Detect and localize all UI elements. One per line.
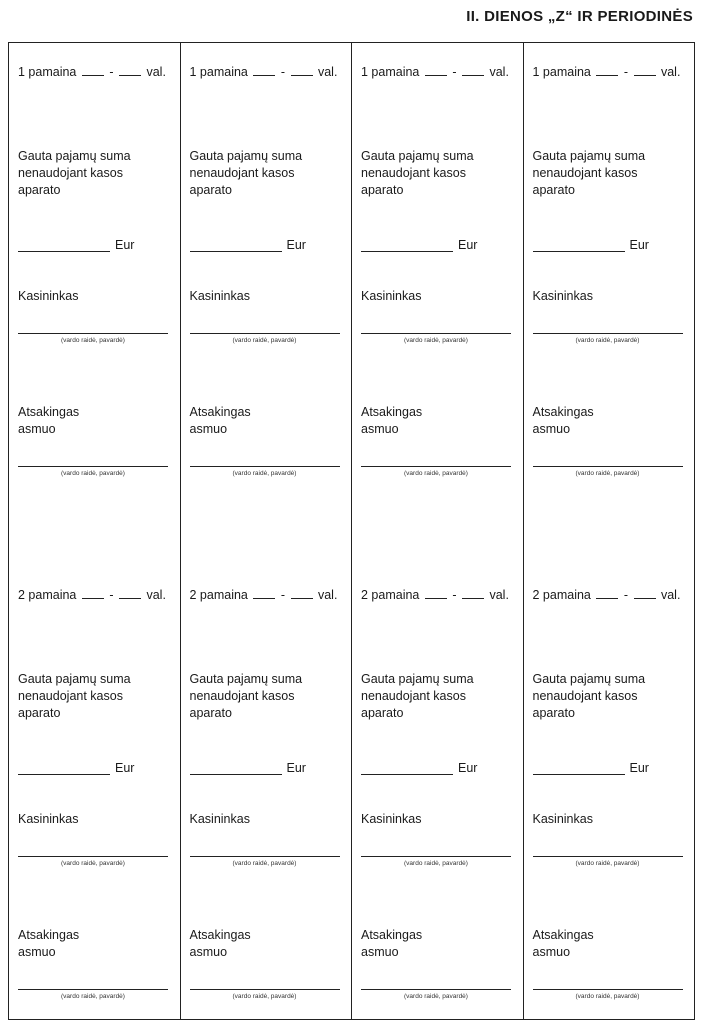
currency-label: Eur — [115, 238, 135, 252]
income-amount-field[interactable] — [361, 251, 453, 252]
income-label: Gauta pajamų suma nenaudojant kasos aparato — [189, 672, 303, 720]
income-label: Gauta pajamų suma nenaudojant kasos aparato — [361, 149, 474, 197]
day-column — [9, 43, 181, 1019]
income-amount-row — [18, 238, 168, 254]
end-time-field[interactable] — [634, 74, 656, 76]
page-title: II. DIENOS „Z“ IR PERIODINĖS — [466, 8, 693, 25]
responsible-label-line1: Atsakingas — [18, 928, 80, 942]
shift-label: 1 pamaina — [189, 65, 248, 79]
income-amount-row — [533, 238, 683, 254]
income-label: Gauta pajamų suma nenaudojant kasos aparato — [361, 672, 474, 720]
responsible-signature-field[interactable] — [361, 989, 511, 990]
hours-unit: val. — [660, 65, 681, 79]
start-time-field[interactable] — [253, 74, 275, 76]
start-time-field[interactable] — [82, 74, 104, 76]
responsible-label-line1: Atsakingas — [189, 928, 251, 942]
responsible-label-line2: asmuo — [361, 945, 399, 959]
signature-caption: (vardo raidė, pavardė) — [232, 470, 297, 477]
dash: - — [452, 588, 457, 602]
start-time-field[interactable] — [82, 597, 104, 599]
responsible-label — [190, 404, 251, 438]
cashier-signature-field[interactable] — [361, 333, 511, 334]
responsible-label-line1: Atsakingas — [532, 405, 594, 419]
responsible-label-line1: Atsakingas — [189, 405, 251, 419]
currency-label: Eur — [629, 761, 649, 775]
end-time-field[interactable] — [291, 597, 313, 599]
responsible-label-line2: asmuo — [18, 422, 56, 436]
end-time-field[interactable] — [291, 74, 313, 76]
dash: - — [280, 65, 286, 79]
hours-unit: val. — [146, 65, 166, 79]
dash: - — [109, 588, 114, 602]
responsible-signature-field[interactable] — [18, 466, 168, 467]
income-amount-field[interactable] — [533, 251, 625, 252]
signature-caption: (vardo raidė, pavardė) — [61, 337, 125, 344]
hours-unit: val. — [146, 588, 166, 602]
shift-label: 2 pamaina — [361, 588, 420, 602]
end-time-field[interactable] — [462, 597, 484, 599]
start-time-field[interactable] — [596, 74, 618, 76]
signature-caption: (vardo raidė, pavardė) — [404, 860, 468, 867]
income-amount-field[interactable] — [190, 774, 282, 775]
responsible-label — [190, 927, 251, 961]
cashier-label: Kasininkas — [532, 812, 593, 826]
cashier-signature-field[interactable] — [533, 333, 683, 334]
responsible-label-line2: asmuo — [189, 422, 228, 436]
cashier-signature-field[interactable] — [361, 856, 511, 857]
dash: - — [623, 65, 629, 79]
signature-caption: (vardo raidė, pavardė) — [575, 993, 640, 1000]
signature-caption: (vardo raidė, pavardė) — [575, 470, 640, 477]
shift-time-line — [18, 588, 166, 602]
income-label: Gauta pajamų suma nenaudojant kasos aparato — [189, 149, 303, 197]
income-amount-row — [361, 238, 511, 254]
cashier-label: Kasininkas — [189, 289, 250, 303]
cashier-label: Kasininkas — [361, 289, 422, 303]
currency-label: Eur — [115, 761, 135, 775]
hours-unit: val. — [317, 65, 338, 79]
income-label: Gauta pajamų suma nenaudojant kasos aparato — [532, 149, 646, 197]
day-column — [524, 43, 695, 1019]
income-amount-row — [190, 238, 340, 254]
responsible-label — [533, 404, 594, 438]
cashier-signature-field[interactable] — [190, 856, 340, 857]
shift-time-line — [361, 588, 509, 602]
shift-report-grid — [8, 42, 695, 1020]
signature-caption: (vardo raidė, pavardė) — [404, 993, 468, 1000]
responsible-label — [533, 927, 594, 961]
start-time-field[interactable] — [425, 597, 447, 599]
responsible-signature-field[interactable] — [18, 989, 168, 990]
cashier-signature-field[interactable] — [190, 333, 340, 334]
start-time-field[interactable] — [253, 597, 275, 599]
start-time-field[interactable] — [425, 74, 447, 76]
responsible-label-line1: Atsakingas — [532, 928, 594, 942]
shift-time-line — [533, 65, 681, 79]
shift-time-line — [190, 65, 338, 79]
shift-time-line — [533, 588, 681, 602]
responsible-label-line1: Atsakingas — [18, 405, 80, 419]
shift-time-line — [361, 65, 509, 79]
shift-label: 1 pamaina — [361, 65, 420, 79]
cashier-label: Kasininkas — [189, 812, 250, 826]
responsible-label-line2: asmuo — [18, 945, 56, 959]
signature-caption: (vardo raidė, pavardė) — [404, 337, 468, 344]
signature-caption: (vardo raidė, pavardė) — [232, 860, 297, 867]
signature-caption: (vardo raidė, pavardė) — [404, 470, 468, 477]
income-label: Gauta pajamų suma nenaudojant kasos aparato — [18, 672, 131, 720]
hours-unit: val. — [489, 65, 509, 79]
income-amount-row — [18, 761, 168, 777]
day-column — [352, 43, 524, 1019]
cashier-label: Kasininkas — [532, 289, 593, 303]
income-label: Gauta pajamų suma nenaudojant kasos aparato — [532, 672, 646, 720]
cashier-signature-field[interactable] — [18, 856, 168, 857]
currency-label: Eur — [629, 238, 649, 252]
responsible-label — [361, 404, 422, 438]
dash: - — [623, 588, 629, 602]
shift-label: 2 pamaina — [532, 588, 591, 602]
hours-unit: val. — [317, 588, 338, 602]
start-time-field[interactable] — [596, 597, 618, 599]
signature-caption: (vardo raidė, pavardė) — [575, 860, 640, 867]
responsible-label-line1: Atsakingas — [361, 405, 423, 419]
signature-caption: (vardo raidė, pavardė) — [232, 337, 297, 344]
signature-caption: (vardo raidė, pavardė) — [575, 337, 640, 344]
income-amount-field[interactable] — [18, 774, 110, 775]
currency-label: Eur — [286, 238, 306, 252]
responsible-label-line2: asmuo — [189, 945, 228, 959]
responsible-label-line2: asmuo — [532, 422, 571, 436]
hours-unit: val. — [489, 588, 509, 602]
end-time-field[interactable] — [119, 74, 141, 76]
shift-label: 2 pamaina — [18, 588, 77, 602]
responsible-signature-field[interactable] — [533, 989, 683, 990]
income-amount-field[interactable] — [190, 251, 282, 252]
shift-label: 1 pamaina — [532, 65, 591, 79]
responsible-signature-field[interactable] — [533, 466, 683, 467]
income-amount-field[interactable] — [533, 774, 625, 775]
dash: - — [109, 65, 114, 79]
cashier-signature-field[interactable] — [533, 856, 683, 857]
cashier-label: Kasininkas — [18, 812, 79, 826]
end-time-field[interactable] — [119, 597, 141, 599]
signature-caption: (vardo raidė, pavardė) — [61, 470, 125, 477]
cashier-signature-field[interactable] — [18, 333, 168, 334]
day-column — [181, 43, 353, 1019]
responsible-label — [18, 404, 79, 438]
dash: - — [452, 65, 457, 79]
end-time-field[interactable] — [462, 74, 484, 76]
income-amount-row — [361, 761, 511, 777]
signature-caption: (vardo raidė, pavardė) — [61, 993, 125, 1000]
currency-label: Eur — [458, 238, 478, 252]
end-time-field[interactable] — [634, 597, 656, 599]
cashier-label: Kasininkas — [361, 812, 422, 826]
hours-unit: val. — [660, 588, 681, 602]
responsible-signature-field[interactable] — [361, 466, 511, 467]
signature-caption: (vardo raidė, pavardė) — [232, 993, 297, 1000]
responsible-signature-field[interactable] — [190, 466, 340, 467]
income-amount-row — [533, 761, 683, 777]
responsible-signature-field[interactable] — [190, 989, 340, 990]
cashier-label: Kasininkas — [18, 289, 79, 303]
shift-label: 1 pamaina — [18, 65, 77, 79]
signature-caption: (vardo raidė, pavardė) — [61, 860, 125, 867]
responsible-label-line2: asmuo — [532, 945, 571, 959]
income-amount-field[interactable] — [361, 774, 453, 775]
dash: - — [280, 588, 286, 602]
currency-label: Eur — [286, 761, 306, 775]
income-amount-field[interactable] — [18, 251, 110, 252]
shift-time-line — [18, 65, 166, 79]
income-label: Gauta pajamų suma nenaudojant kasos aparato — [18, 149, 131, 197]
responsible-label — [18, 927, 79, 961]
responsible-label-line2: asmuo — [361, 422, 399, 436]
shift-label: 2 pamaina — [189, 588, 248, 602]
currency-label: Eur — [458, 761, 478, 775]
responsible-label — [361, 927, 422, 961]
shift-time-line — [190, 588, 338, 602]
income-amount-row — [190, 761, 340, 777]
responsible-label-line1: Atsakingas — [361, 928, 423, 942]
